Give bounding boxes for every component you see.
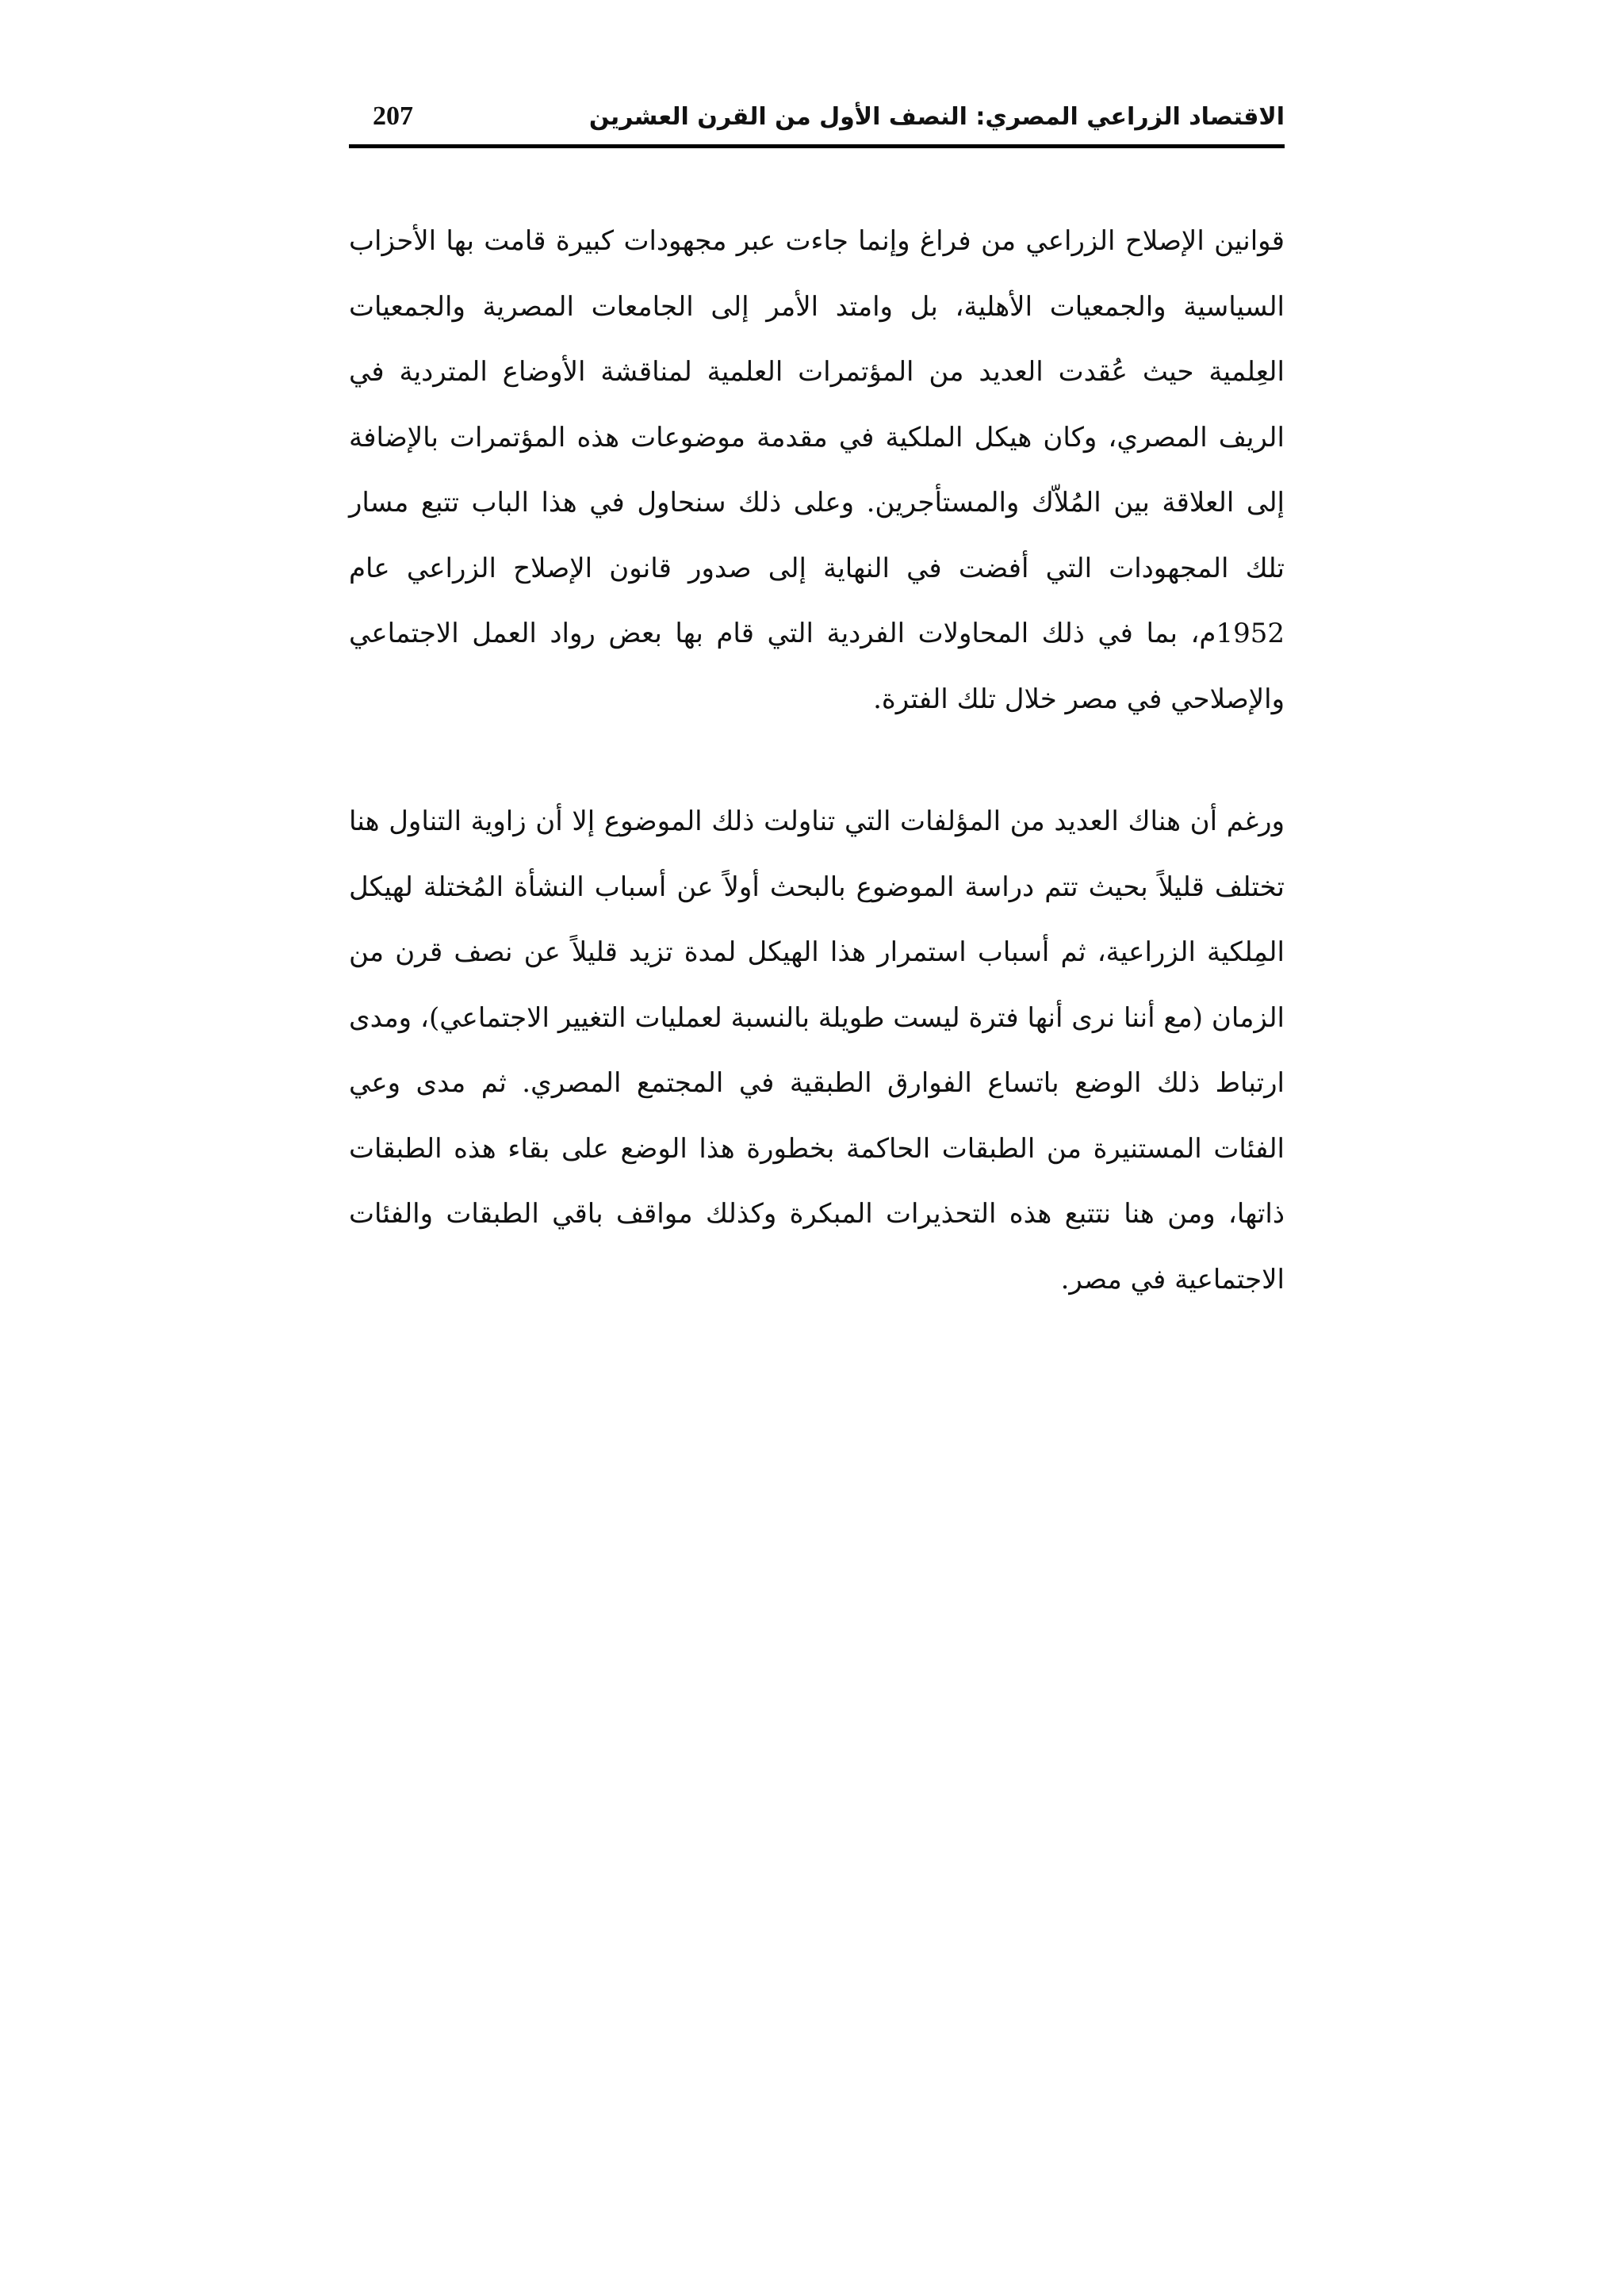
body-paragraph-2: ورغم أن هناك العديد من المؤلفات التي تناولت ذلك الموضوع إلا أن زاوية التناول هنا تختلف قليلاً بحيث تتم دراسة الموضوع بالبحث أولاً عن أسباب النشأة المُختلة لهيكل المِلكية الزراعية، ثم أسباب استمرار هذا الهيكل لمدة تزيد قليلاً عن نصف قرن من الزمان (مع أننا نرى أنها فترة ليست طويلة بالنسبة لعمليات التغيير الاجتماعي)، ومدى ارتباط ذلك الوضع باتساع الفوارق الطبقية في المجتمع المصري. ثم مدى وعي الفئات المستنيرة من الطبقات الحاكمة بخطورة هذا الوضع على بقاء هذه الطبقات ذاتها، ومن هنا نتتبع هذه التحذيرات المبكرة وكذلك مواقف باقي الطبقات والفئات الاجتماعية في مصر. — [349, 806, 1285, 1295]
body-paragraph-1: قوانين الإصلاح الزراعي من فراغ وإنما جاءت عبر مجهودات كبيرة قامت بها الأحزاب السياسية والجمعيات الأهلية، بل وامتد الأمر إلى الجامعات المصرية والجمعيات العِلمية حيث عُقدت العديد من المؤتمرات العلمية لمناقشة الأوضاع المتردية في الريف المصري، وكان هيكل الملكية في مقدمة موضوعات هذه المؤتمرات بالإضافة إلى العلاقة بين المُلاّك والمستأجرين. وعلى ذلك سنحاول في هذا الباب تتبع مسار تلك المجهودات التي أفضت في النهاية إلى صدور قانون الإصلاح الزراعي عام 1952م، بما في ذلك المحاولات الفردية التي قام بها بعض رواد العمل الاجتماعي والإصلاحي في مصر خلال تلك الفترة. — [349, 225, 1285, 715]
running-header-title: الاقتصاد الزراعي المصري: النصف الأول من القرن العشرين — [588, 103, 1285, 131]
page-number: 207 — [373, 101, 413, 131]
page-header — [349, 97, 1285, 148]
